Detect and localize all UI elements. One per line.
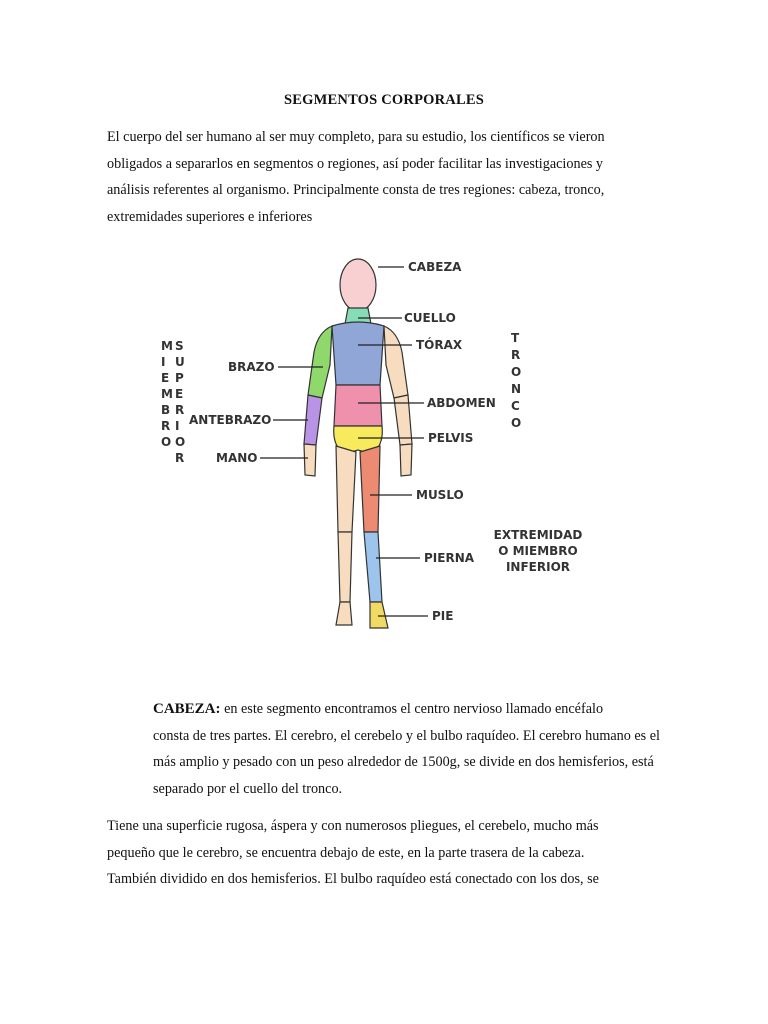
cabeza-paragraph	[107, 696, 660, 802]
left-upper-arm-shape	[308, 326, 332, 398]
superior-letter: R	[175, 451, 185, 465]
right-thigh-shape	[360, 446, 380, 532]
detail-line: pequeño que le cerebro, se encuentra debajo de este, en la parte trasera de la cabeza.	[107, 844, 585, 861]
extremidad-line: EXTREMIDAD	[493, 528, 583, 542]
extremidad-line: INFERIOR	[505, 560, 571, 574]
tronco-letter: N	[511, 382, 522, 396]
superior-letter: I	[175, 419, 180, 433]
label-cuello: CUELLO	[404, 311, 456, 325]
right-hand-shape	[400, 444, 412, 476]
tronco-letter: R	[511, 348, 521, 362]
tronco-letter: O	[511, 416, 522, 430]
miembro-letter: B	[161, 403, 171, 417]
head-shape	[340, 259, 376, 311]
cabeza-line	[107, 696, 652, 723]
cabeza-line: separado por el cuello del tronco.	[153, 780, 343, 797]
label-pelvis: PELVIS	[428, 431, 474, 445]
superior-letter: O	[175, 435, 186, 449]
right-upper-arm-shape	[384, 326, 408, 398]
left-hand-shape	[304, 444, 316, 476]
label-cabeza: CABEZA	[408, 260, 462, 274]
extremidad-inferior-label	[494, 528, 583, 574]
label-muslo: MUSLO	[416, 488, 464, 502]
cabeza-line: más amplio y pesado con un peso alrededor de 1500g, se divide en dos hemisferios, está	[153, 754, 654, 770]
superior-letter: S	[175, 339, 184, 353]
right-leg-shape	[364, 532, 382, 602]
miembro-letter: E	[161, 371, 170, 385]
tronco-letter: C	[511, 399, 520, 413]
intro-line: obligados a separarlos en segmentos o regiones, así poder facilitar las investigaciones y	[107, 155, 604, 172]
detail-line: Tiene una superficie rugosa, áspera y con numerosos pliegues, el cerebelo, mucho más	[107, 818, 599, 834]
label-pie: PIE	[432, 609, 454, 623]
label-brazo: BRAZO	[228, 360, 275, 374]
cabeza-line: consta de tres partes. El cerebro, el cerebelo y el bulbo raquídeo. El cerebro humano es el	[153, 727, 660, 744]
detail-paragraph	[107, 813, 652, 893]
right-foot-shape	[370, 602, 388, 628]
abdomen-shape	[334, 385, 382, 426]
body-segments-diagram	[158, 240, 588, 638]
miembro-letter: O	[161, 435, 172, 449]
superior-letter: P	[175, 371, 184, 385]
superior-letter: E	[175, 387, 184, 401]
tronco-letter: T	[511, 331, 520, 345]
intro-line: extremidades superiores e inferiores	[107, 208, 313, 225]
label-pierna: PIERNA	[424, 551, 475, 565]
left-leg-shape	[338, 532, 352, 602]
label-mano: MANO	[216, 451, 258, 465]
left-foot-shape	[336, 602, 352, 625]
tronco-letter: O	[511, 365, 522, 379]
label-abdomen: ABDOMEN	[427, 396, 496, 410]
tronco-vertical-label	[511, 331, 521, 430]
cabeza-heading: CABEZA:	[153, 701, 221, 717]
miembro-superior-vertical-label	[161, 339, 185, 465]
intro-paragraph	[107, 124, 652, 230]
detail-line: También dividido en dos hemisferios. El bulbo raquídeo está conectado con los dos, se	[107, 871, 599, 887]
thorax-shape	[332, 322, 384, 385]
miembro-letter: I	[161, 355, 166, 369]
left-thigh-shape	[336, 446, 356, 532]
label-torax: TÓRAX	[416, 338, 463, 352]
superior-letter: U	[175, 355, 185, 369]
cabeza-line-text: en este segmento encontramos el centro nervioso llamado encéfalo	[224, 701, 604, 717]
label-antebrazo: ANTEBRAZO	[189, 413, 272, 427]
diagram-svg	[158, 240, 588, 638]
miembro-letter: M	[161, 339, 173, 353]
extremidad-line: O MIEMBRO	[498, 544, 578, 558]
intro-line: El cuerpo del ser humano al ser muy completo, para su estudio, los científicos se vieron	[107, 129, 605, 145]
intro-line: análisis referentes al organismo. Principalmente consta de tres regiones: cabeza, tronco,	[107, 182, 605, 198]
page-title: SEGMENTOS CORPORALES	[284, 92, 484, 108]
superior-letter: R	[175, 403, 185, 417]
miembro-letter: R	[161, 419, 171, 433]
miembro-letter: M	[161, 387, 173, 401]
